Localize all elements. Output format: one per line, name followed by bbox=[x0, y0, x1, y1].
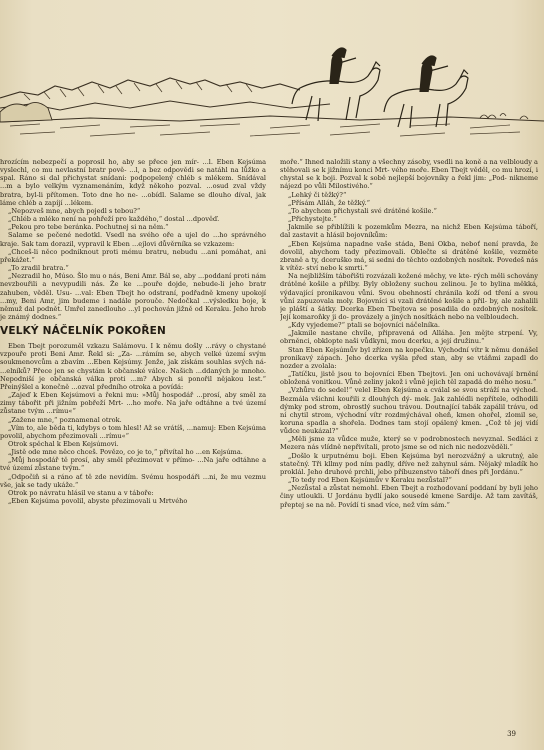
paragraph: „Vím to, ale běda ti, kdybys o tom hlesl! Až se vrátíš, ...namuj: Eben Kejsúma povolil, abychom přezimovali ...rímu«“ bbox=[0, 423, 266, 440]
paragraph: „Kdy vyjedeme?“ ptali se bojovníci náčelníka. bbox=[288, 321, 441, 330]
paragraph: „To tedy rod Eben Kejsúmův v Keraku nezůstal?“ bbox=[288, 476, 452, 485]
paragraph: „To abychom přichystali své drátěné košile.“ bbox=[288, 206, 437, 215]
ground-line bbox=[0, 116, 544, 122]
paragraph: „Přísám Alláh, že těžký.“ bbox=[288, 198, 370, 207]
section-heading: VELKÝ NÁČELNÍK POKOŘEN bbox=[0, 325, 167, 338]
paragraph: Stan Eben Kejsúmův byl zřízen na kopečku. Východní vítr k němu donášel pronikavý zápach. Jeho dcerka vyšla před stan, aby se vtáňmi zapadl do nozder a zvolala: bbox=[280, 345, 538, 370]
left-column bbox=[0, 158, 266, 738]
paragraph: „Nezůstal a zůstat nemohl. Eben Tbejt a rozhodovaní poddaní by byli jeho činy utloukli. U Jordánu bydlí jako sousedé kmene Sardije. Až tam zavítáš, přeptej se na ně. Povídí ti snad více, než vím sám.“ bbox=[280, 484, 538, 509]
paragraph: „Přichystejte.“ bbox=[288, 215, 337, 224]
paragraph: Salame se pečené nedotkl. Vsedl na svého oře a ujel do ...ho správného kraje. Sak tam dorazil, vypravil k Eben ...ejlovi důvěrníka se vzkazem: bbox=[0, 231, 266, 248]
paragraph: moře.“ Ihned naložili stany a všechny zásoby, vsedli na koně a na velbloudy a stěhovali se k jižnímu konci Mrt- vého moře. Eben Tbejt věděl, co mu hrozí, i chystal se k boji. Pozval k sobě nejlepší bojovníky a řekl jim: „Pod- nikneme nájezd po vůli Milostivého.“ bbox=[280, 158, 538, 191]
paragraph: „Můj hospodář tě prosí, aby směl přezimovat v přímo- ...Na jaře odtáhne a tvé území zůstane tvým.“ bbox=[0, 456, 266, 473]
paragraph: Eben Tbejt porozuměl vzkazu Salámovu. I k němu došly ...rávy o chystané vzpouře proti Beni Amr. Řekl si: „Za- ...rámím se, abych velké území svým soukmenovcům a zbavím ...Eben Kejsúmy. Jenže, jak získám souhlas svých ná- ...elníků? Přece jen se chystám k občanské válce. Našich ...ddaných je mnoho. Nepodniší je občanská válka proti ...m? Abych si ponořil nějakou lest.“ Přeinýšlel a konečně ...ozval předního otroka a povídá: bbox=[0, 342, 266, 391]
desert-riders-illustration bbox=[0, 0, 544, 150]
mountain-ridge-front bbox=[0, 101, 330, 110]
paragraph: „Došlo k urputnému boji. Eben Kejsúma byl nerozvážný a ukrutný, ale statečný. Tři kllmy pod ním padly, dříve než zahynul sám. Nějaký mladík ho proklál. Jeho druhové prchli, jebo příbuzenstvo táboří dnes při Jordánu.“ bbox=[280, 451, 538, 476]
paragraph: „Lehký či těžký?“ bbox=[288, 190, 347, 199]
right-column bbox=[280, 158, 538, 738]
ground-hatching bbox=[10, 124, 520, 136]
paragraph: „Odpočiň si a ráno ať tě zde nevidím. Svému hospodáři ...ni, že mu vezmu vše, jak se tady ukáže.“ bbox=[0, 472, 266, 489]
paragraph: hrozícím nebezpečí a poprosil ho, aby se přece jen mír- ...l. Eben Kejsúma vyslechl, co mu nevlastní bratr pově- ...l, a bez odpovědi se natáhl na lůžko a spal. Ráno si dal přichystat snídani: podpopelený chléb s mlékem. Snídával ...m a bylo velkým vyznamenáním, když někoho pozval. ...osud zval vždy bratra, byl-li přítomen. Toto dne ho ne- ...obídl. Salame se dlouho díval, jak láme chléb a zapíjí ...lékem. bbox=[0, 158, 266, 207]
paragraph: „Jistě ode mne něco chceš. Povězo, co je to,“ přivítal ho ...en Kejsúma. bbox=[8, 448, 243, 457]
paragraph: „Pekou pro tebe beránka. Pochutnej si na něm.“ bbox=[8, 223, 169, 232]
paragraph: „Tatíčku, jistě jsou to bojovníci Eben Tbejtovi. Jen oni uchovávají brnění obložená vonitkou. Vůně zeliny jakož i vůně jejich těl zapadá do mého nosu.“ bbox=[280, 370, 538, 387]
paragraph: „Eben Kejsúma povolil, abyste přezimovali u Mrtvého bbox=[8, 497, 188, 506]
paragraph: Otrok spěchal k Eben Kejsúmovi. bbox=[8, 440, 119, 448]
paragraph: „Měli jsme za vůdce muže, který se v podrobnostech nevyznal. Sedláci z Mezera nás vlídně nepřivítali, proto jsme se od nich nic nedozvěděli.“ bbox=[280, 435, 538, 452]
paragraph: „Chléb a mléko není na pohřeží pro každého,“ dostal ...dpověď. bbox=[8, 215, 220, 224]
paragraph: Jakmile se přiblížili k pozemkům Mezra, na nichž Eben Kejsúma táboří, dal zastavit a hlásil bojovníkům: bbox=[280, 223, 538, 240]
paragraph: „Zažene mne,“ poznamenal otrok. bbox=[8, 415, 122, 424]
paragraph: „To zradil bratra.“ bbox=[8, 264, 69, 273]
paragraph: „Nepozveš mne, abych pojedl s tebou?“ bbox=[8, 206, 141, 215]
paragraph: „Eben Kejsúma napadne vaše stáda, Beni Okba, neboť není pravda, že dovolil, abychom tady přezimovali. Oblečte si drátěné košile, vezměte zbraně a ty, dceruško má, si sedni do těchto ozdobných nosítek. Povedeš nás k vítěz- ství nebo k smrti.“ bbox=[280, 239, 538, 273]
mountain-hatching bbox=[24, 81, 252, 100]
paragraph: Na nejbližším tábořišti rozvázali kožené měchy, ve kte- rých měli schovány drátěné košile a přilby. Byly obloženy suchou zelinou. Je to bylina měkká, výdavající pronikavou vůni. Svou obehností chránila koží od tření a svou vůní zapuzovala moly. Bojovníci si vzali drátěné košile a přil- by, ale zahalili je pláští a šátky. Dcerka Eben Tbejtova se posadila do ozdobných nosítek. Její komaroňky ji do- provázely a jiných nosítkách nebo na velbloudech. bbox=[280, 272, 538, 321]
mountain-ridge-back bbox=[0, 78, 300, 98]
paragraph: „Nezradil ho, Múso. Šlo mu o nás, Beni Amr. Bál se, aby ...poddaní proti nám nevzbouřili a nevypudili nás. Že ke ...pouře dojde, nebude-li jeho bratr zahuben, věděl. Usu- ...val: Eben Tbejt ho odstraní, podřadně kmeny upokojí ...my, Beni Amr, jim budeme i nadále porouče. Nedočkal ...výsledku boje, k němuž dal podnět. Umřel zanedlouho ...yl pochován jižně od Keraku. Jeho hrob je známý dodnes.“ bbox=[0, 272, 266, 321]
paragraph: „Jakmile nastane chvíle, připravená od Alláha. Jen mějte strpení. Vy, obrněnci, obklopte naši vůdkyni, mou dcerku, a její družinu.“ bbox=[280, 329, 538, 346]
paragraph: „Zajeď k Eben Kejsúmovi a řekni mu: »Můj hospodář ...prosí, aby směl za zimy tábořit při jižním pobřeží Mrt- ...ho moře. Na jaře odtáhne a tvé území zůstane tvým ...rímu«“ bbox=[0, 391, 266, 416]
rock-outcrop bbox=[0, 102, 52, 122]
paragraph: Otrok po návratu hlásil ve stanu a v táboře: bbox=[8, 488, 154, 497]
rider-one-on-horse bbox=[292, 48, 380, 121]
paragraph: „Vzhůru do sedel!“ velel Eben Kejsúma a cválal se svou stráží na východ. Bezmála všichni kouřili z dlouhých dý- mek. Jak zahlédli nepřítele, odhodili dýmky pod strom, obrostlý suchou trávou. Doutnající tabák zapálil trávu, od ní chytil strom, východní vítr rozdmýchával oheň, kmen ohořel, zlomil se, koruna spadla a shořela. Dodnes tam stojí opálený kmen. „Což tě jej vidí vůdce neukázal?“ bbox=[280, 386, 538, 436]
page-number: 39 bbox=[507, 730, 516, 738]
paragraph: „Chceš-li něco podniknout proti mému bratru, nebudu ...ani pomáhat, ani překážet.“ bbox=[0, 247, 266, 264]
